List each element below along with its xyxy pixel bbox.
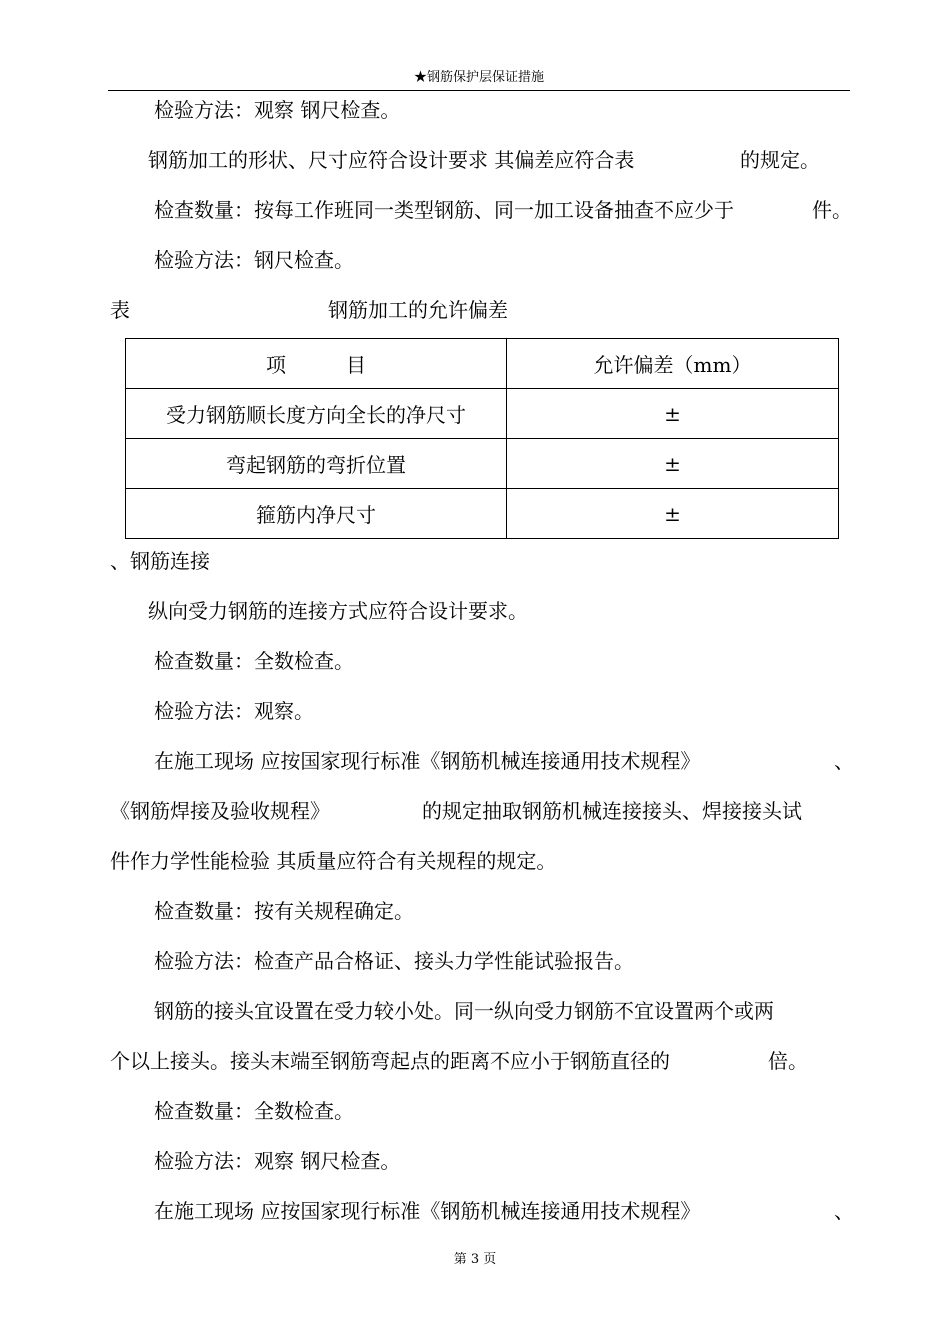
paragraph-line: 检查数量：按有关规程确定。 <box>154 899 414 923</box>
paragraph-line: 钢筋的接头宜设置在受力较小处。同一纵向受力钢筋不宜设置两个或两 <box>154 999 774 1023</box>
table-cell: ± <box>507 389 839 439</box>
paragraph-line: 检验方法：观察。 <box>154 699 314 723</box>
table-row <box>126 439 839 489</box>
paragraph-line: 件作力学性能检验 其质量应符合有关规程的规定。 <box>110 849 557 873</box>
paragraph-line: 检查数量：按每工作班同一类型钢筋、同一加工设备抽查不应少于 <box>154 198 734 222</box>
table-cell: ± <box>507 489 839 539</box>
paragraph-line: 、 <box>834 1199 854 1223</box>
paragraph-line: 检查数量：全数检查。 <box>154 649 354 673</box>
table-title: 钢筋加工的允许偏差 <box>328 298 508 322</box>
paragraph-line: 件。 <box>812 198 852 222</box>
paragraph-line: 检验方法：观察 钢尺检查。 <box>154 98 401 122</box>
table-header-cell: 项 目 <box>126 339 507 389</box>
paragraph-line: 、 <box>834 749 854 773</box>
paragraph-line: 检验方法：观察 钢尺检查。 <box>154 1149 401 1173</box>
table-row <box>126 389 839 439</box>
paragraph-line: 在施工现场 应按国家现行标准《钢筋机械连接通用技术规程》 <box>154 1199 701 1223</box>
paragraph-line: 的规定抽取钢筋机械连接接头、焊接接头试 <box>422 799 802 823</box>
paragraph-line: 《钢筋焊接及验收规程》 <box>110 799 330 823</box>
paragraph-line: 检验方法：钢尺检查。 <box>154 248 354 272</box>
table-header-cell: 允许偏差（mm） <box>507 339 839 389</box>
paragraph-line: 在施工现场 应按国家现行标准《钢筋机械连接通用技术规程》 <box>154 749 701 773</box>
page-number: 第 3 页 <box>453 1252 497 1267</box>
deviation-table <box>125 338 839 539</box>
table-cell: 受力钢筋顺长度方向全长的净尺寸 <box>126 389 507 439</box>
table-label: 表 <box>110 298 130 322</box>
table-cell: 箍筋内净尺寸 <box>126 489 507 539</box>
paragraph-line: 倍。 <box>768 1049 808 1073</box>
paragraph-line: 检查数量：全数检查。 <box>154 1099 354 1123</box>
section-heading: 、钢筋连接 <box>110 549 210 573</box>
table-cell: ± <box>507 439 839 489</box>
page-header: ★钢筋保护层保证措施 <box>108 66 850 91</box>
table-header-row <box>126 339 839 389</box>
paragraph-line: 纵向受力钢筋的连接方式应符合设计要求。 <box>148 599 528 623</box>
paragraph-line: 个以上接头。接头末端至钢筋弯起点的距离不应小于钢筋直径的 <box>110 1049 670 1073</box>
table-row <box>126 489 839 539</box>
paragraph-line: 的规定。 <box>740 148 820 172</box>
paragraph-line: 钢筋加工的形状、尺寸应符合设计要求 其偏差应符合表 <box>148 148 635 172</box>
paragraph-line: 检验方法：检查产品合格证、接头力学性能试验报告。 <box>154 949 634 973</box>
table-cell: 弯起钢筋的弯折位置 <box>126 439 507 489</box>
